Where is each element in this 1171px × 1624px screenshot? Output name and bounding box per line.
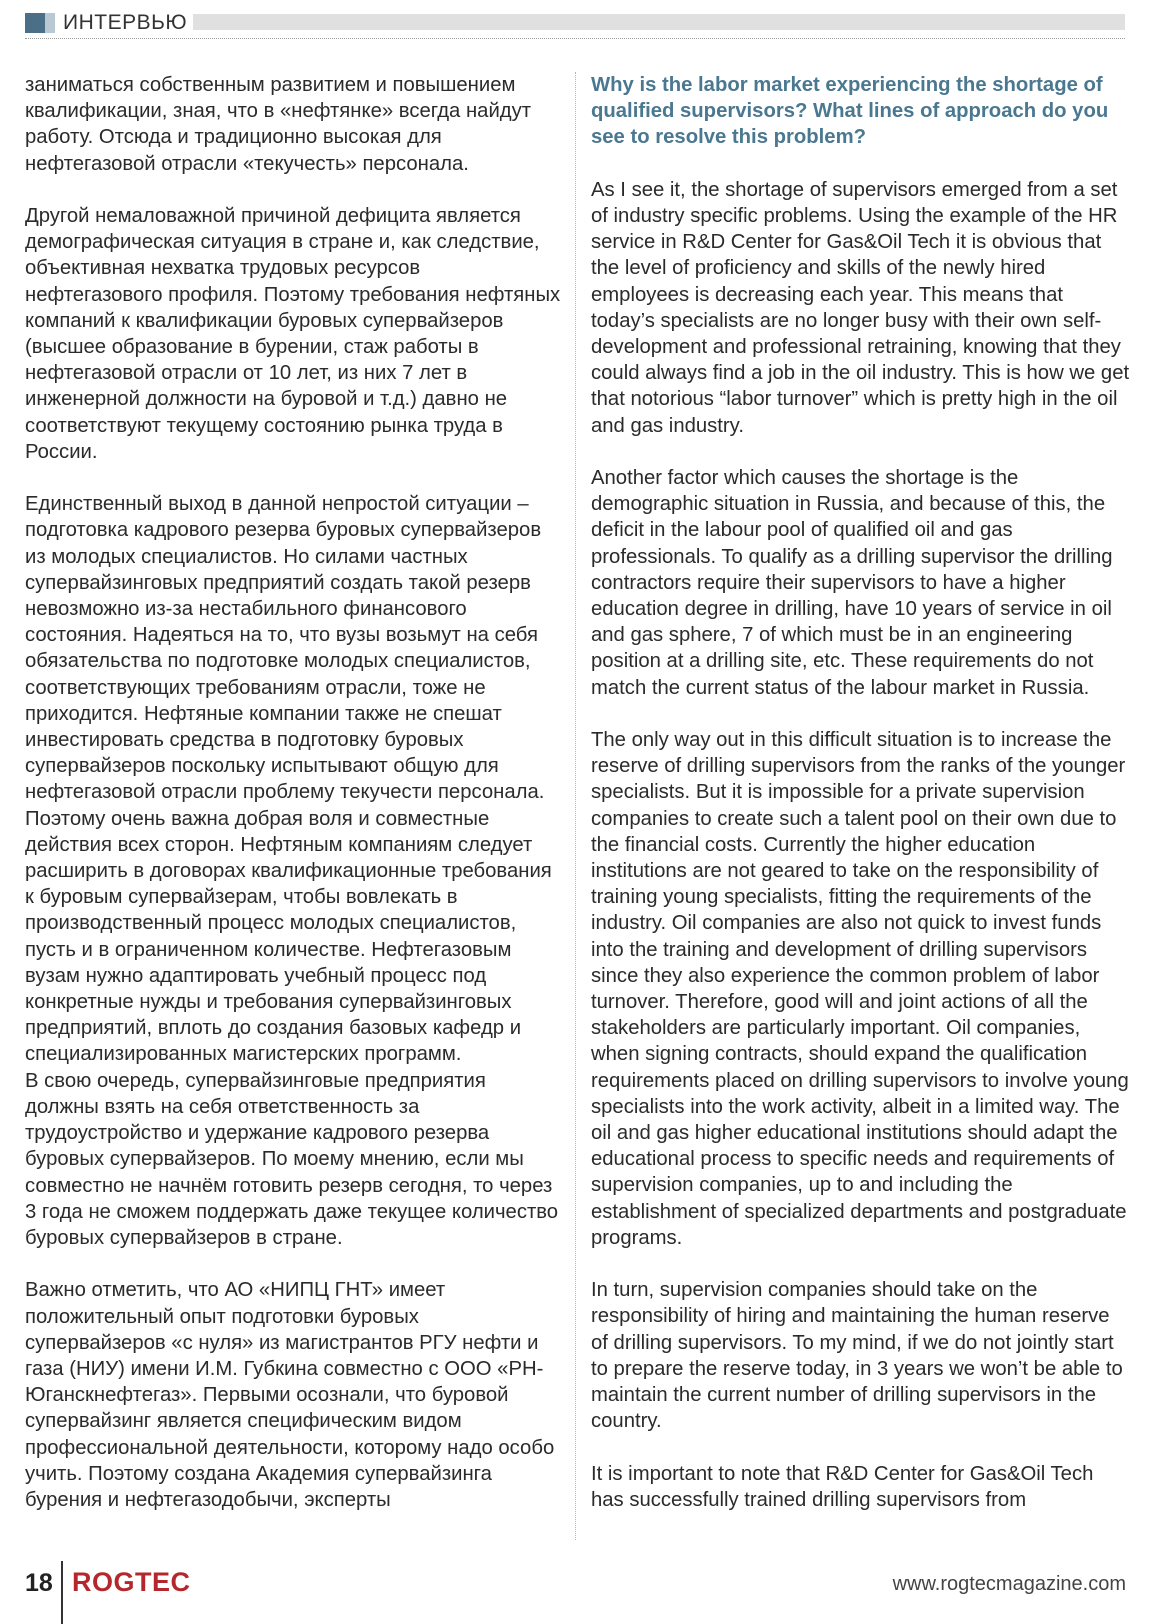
page-number: 18	[25, 1569, 53, 1597]
ru-paragraph-3: Единственный выход в данной непростой ситуации – подготовка кадрового резерва буровых супервайзеров из молодых специалистов. Но силами частных супервайзинговых предприятий создать такой резерв невозможно из-за нестабильного финансового состояния. Надеяться на то, что вузы возьмут на себя обязательства по подготовке молодых специалистов, соответствующих требованиям отрасли, тоже не приходится. Нефтяные компании также не спешат инвестировать средства в подготовку буровых супервайзеров поскольку испытывают общую для нефтегазовой отрасли проблему текучести персонала. Поэтому очень важна добрая воля и совместные действия всех сторон. Нефтяным компаниям следует расширить в договорах квалификационные требования к буровым супервайзерам, чтобы вовлекать в производственный процесс молодых специалистов, пусть и в ограниченном количестве. Нефтегазовым вузам нужно адаптировать учебный процесс под конкретные нужды и требования супервайзинговых предприятий, вплоть до создания базовых кафедр и специализированных магистерских программ.	[25, 493, 552, 1066]
page-footer	[0, 1555, 1171, 1624]
english-column	[591, 72, 1131, 1539]
ru-paragraph-4: В свою очередь, супервайзинговые предприятия должны взять на себя ответственность за трудоустройство и удержание кадрового резерва буровых супервайзеров. По моему мнению, если мы совместно не начнём готовить резерв сегодня, то через 3 года не сможем поддержать даже текущее количество буровых супервайзеров в стране.	[25, 1069, 559, 1249]
header-bar	[193, 14, 1125, 30]
ru-paragraph-2: Другой немаловажной причиной дефицита является демографическая ситуация в стране и, как следствие, объективная нехватка трудовых ресурсов нефтегазового профиля. Поэтому требования нефтяных компаний к квалификации буровых супервайзеров (высшее образование в бурении, стаж работы в нефтегазовой отрасли от 10 лет, из них 7 лет в инженерной должности на буровой и т.д.) давно не соответствуют текущему состоянию рынка труда в России.	[25, 205, 561, 463]
section-marker-accent	[45, 13, 55, 33]
russian-column	[25, 72, 561, 1539]
footer-separator	[61, 1561, 63, 1624]
ru-paragraph-5: Важно отметить, что АО «НИПЦ ГНТ» имеет положительный опыт подготовки буровых супервайзеров «с нуля» из магистрантов РГУ нефти и газа (НИУ) имени И.М. Губкина совместно с ООО «РН-Юганскнефтегаз». Первыми осознали, что буровой супервайзинг является специфическим видом профессиональной деятельности, которому надо особо учить. Поэтому создана Академия супервайзинга бурения и нефтегазодобычи, эксперты	[25, 1279, 555, 1511]
section-marker-icon	[25, 13, 45, 33]
column-divider	[575, 72, 576, 1540]
en-paragraph-1: As I see it, the shortage of supervisors emerged from a set of industry specific problems. Using the example of the HR service in R&D Center for Gas&Oil Tech it is obvious that the level of proficiency and skills of the newly hired employees is decreasing each year. This means that today’s specialists are no longer busy with their own self-development and professional retraining, knowing that they could always find a job in the oil industry. This is how we get that notorious “labor turnover” which is pretty high in the oil and gas industry.	[591, 178, 1130, 437]
en-paragraph-3: The only way out in this difficult situation is to increase the reserve of drilling supervisors from the ranks of the younger specialists. But it is impossible for a private supervision companies to create such a talent pool on their own due to the financial costs. Currently the higher education institutions are not geared to take on the responsibility of training young specialists, fitting the requirements of the industry. Oil companies are also not quick to invest funds into the training and development of drilling supervisors since they also experience the common problem of labor turnover. Therefore, good will and joint actions of all the stakeholders are particularly important. Oil companies, when signing contracts, should expand the qualification requirements placed on drilling supervisors to involve young specialists into the work activity, albeit in a limited way. The oil and gas higher educational institutions should adapt the educational process to specific needs and requirements of supervision companies, up to and including the establishment of specialized departments and postgraduate programs.	[591, 729, 1129, 1249]
header-divider	[25, 38, 1125, 39]
ru-paragraph-1: заниматься собственным развитием и повышением квалификации, зная, что в «нефтянке» всегда найдут работу. Отсюда и традиционно высокая для нефтегазовой отрасли «текучесть» персонала.	[25, 74, 532, 175]
page-header	[25, 10, 1125, 42]
en-paragraph-2: Another factor which causes the shortage is the demographic situation in Russia, and because of this, the deficit in the labour pool of qualified oil and gas professionals. To qualify as a drilling supervisor the drilling contractors require their supervisors to have a higher education degree in drilling, have 10 years of service in oil and gas sphere, 7 of which must be in an engineering position at a drilling site, etc. These requirements do not match the current status of the labour market in Russia.	[591, 467, 1113, 699]
rogtec-logo: ROGTEC	[72, 1567, 191, 1597]
section-title: ИНТЕРВЬЮ	[63, 11, 188, 34]
website-link[interactable]: www.rogtecmagazine.com	[892, 1573, 1126, 1595]
interview-question: Why is the labor market experiencing the shortage of qualified supervisors? What lines of approach do you see to resolve this problem?	[591, 74, 1109, 149]
en-paragraph-4: In turn, supervision companies should take on the responsibility of hiring and maintaining the human reserve of drilling supervisors. To my mind, if we do not jointly start to prepare the reserve today, in 3 years we won’t be able to maintain the current number of drilling supervisors in the country.	[591, 1279, 1123, 1433]
en-paragraph-5: It is important to note that R&D Center for Gas&Oil Tech has successfully trained drilling supervisors from	[591, 1462, 1094, 1511]
